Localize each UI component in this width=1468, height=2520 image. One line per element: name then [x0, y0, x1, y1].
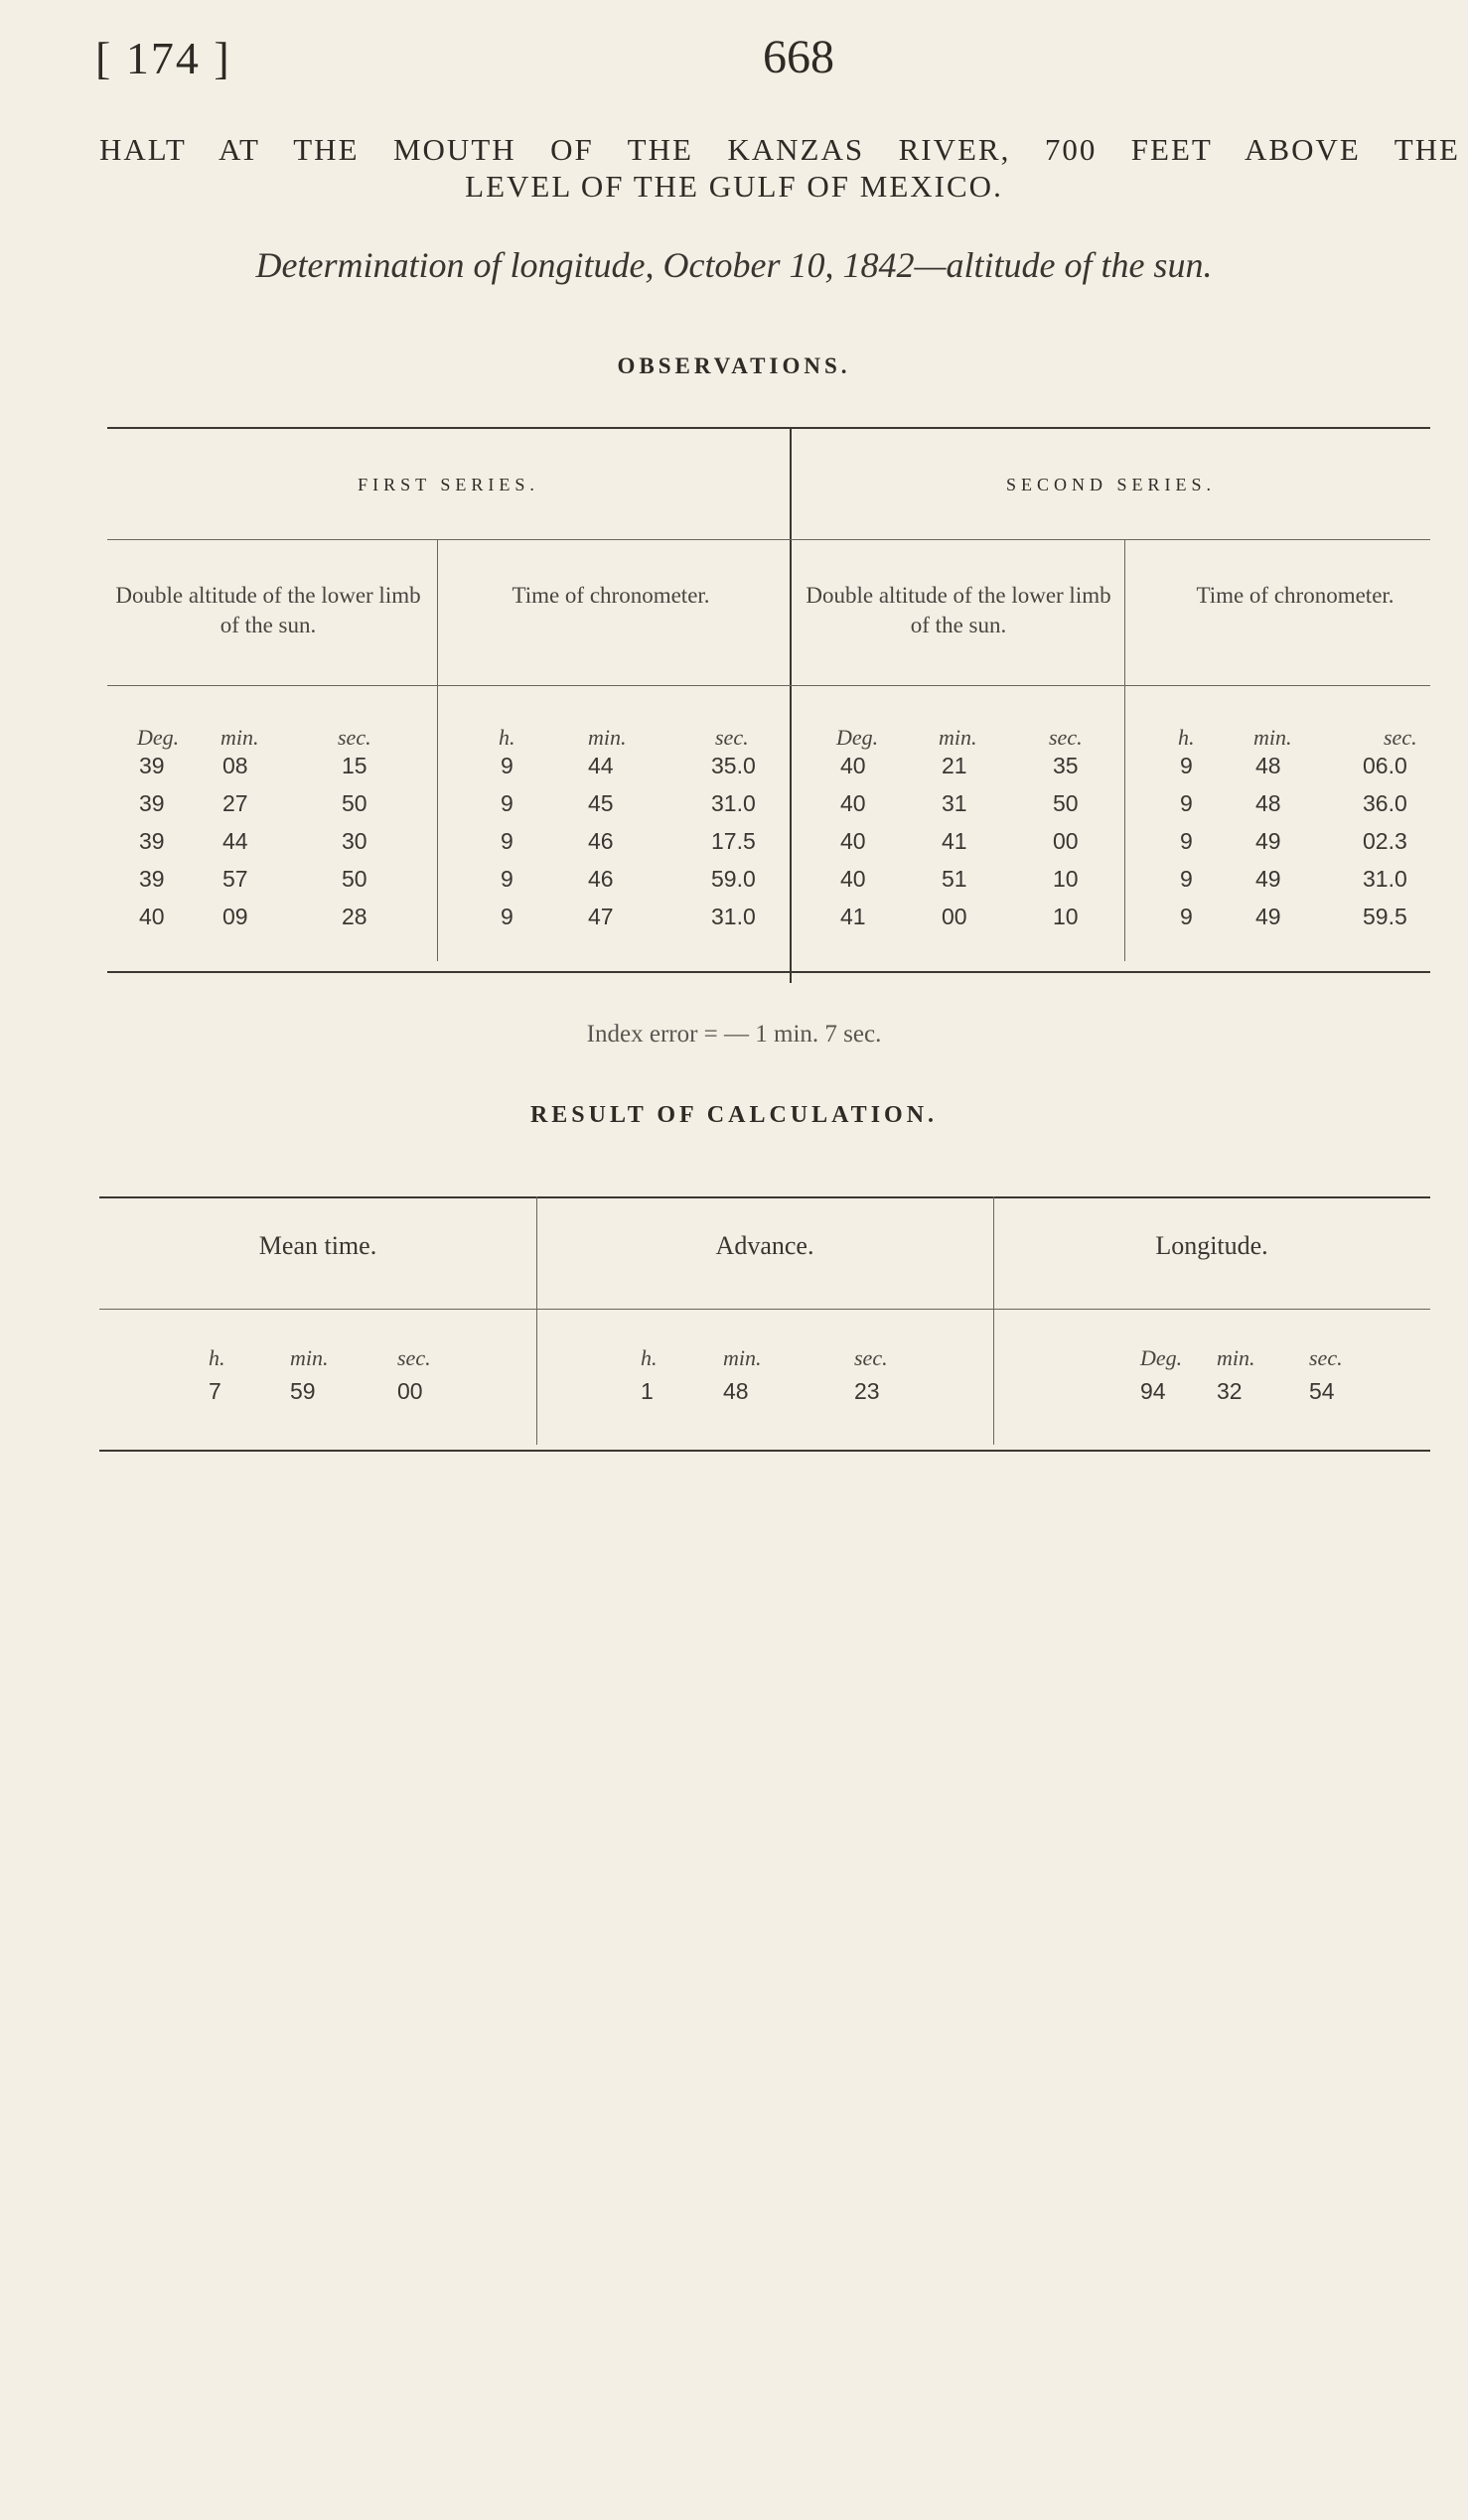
result-top-rule — [99, 1196, 1430, 1198]
first-altitude-row-1-min: 08 — [222, 753, 248, 778]
second-time-row-3-min: 49 — [1255, 828, 1281, 854]
second-alt-unit-sec: sec. — [1049, 725, 1083, 750]
first-altitude-row-5-deg: 40 — [139, 904, 165, 929]
result-longitude-value-2: 32 — [1217, 1378, 1243, 1404]
result-mean-time-unit-3: sec. — [397, 1345, 431, 1370]
first-altitude-row-3-min: 44 — [222, 828, 248, 854]
second-time-row-1-deg: 9 — [1180, 753, 1193, 778]
second-alt-unit-min: min. — [939, 725, 977, 750]
first-altitude-row-2-min: 27 — [222, 790, 248, 816]
first-time-unit-sec: sec. — [715, 725, 749, 750]
result-advance-unit-3: sec. — [854, 1345, 888, 1370]
column-header-rule — [107, 685, 1430, 686]
second-time-row-5-min: 49 — [1255, 904, 1281, 929]
page-number: 668 — [763, 31, 834, 83]
second-series-divider — [1124, 539, 1125, 961]
first-chronometer-header: Time of chronometer. — [512, 583, 710, 608]
result-header-rule — [99, 1309, 1430, 1310]
result-header-mean-time: Mean time. — [258, 1231, 377, 1260]
second-altitude-row-3-sec: 00 — [1053, 828, 1079, 854]
second-altitude-row-4-deg: 40 — [840, 866, 866, 892]
second-altitude-row-5-sec: 10 — [1053, 904, 1079, 929]
result-longitude-value-3: 54 — [1309, 1378, 1335, 1404]
first-time-row-3-min: 46 — [588, 828, 614, 854]
second-altitude-row-1-min: 21 — [942, 753, 967, 778]
second-time-unit-min: min. — [1253, 725, 1292, 750]
first-altitude-row-4-min: 57 — [222, 866, 248, 892]
second-altitude-row-4-min: 51 — [942, 866, 967, 892]
result-longitude-unit-1: Deg. — [1140, 1345, 1183, 1370]
second-time-row-5-sec: 59.5 — [1363, 904, 1407, 929]
second-altitude-row-3-min: 41 — [942, 828, 967, 854]
second-chronometer-header: Time of chronometer. — [1196, 583, 1395, 608]
second-altitude-row-5-min: 00 — [942, 904, 967, 929]
result-longitude-value-1: 94 — [1140, 1378, 1166, 1404]
first-time-row-3-deg: 9 — [501, 828, 514, 854]
table-top-rule — [107, 427, 1430, 429]
result-bottom-rule — [99, 1450, 1430, 1452]
first-altitude-row-4-deg: 39 — [139, 866, 165, 892]
first-altitude-row-1-deg: 39 — [139, 753, 165, 778]
subtitle: Determination of longitude, October 10, 1842—altitude of the sun. — [255, 245, 1213, 285]
second-altitude-header: Double altitude of the lower limb of the sun. — [806, 583, 1111, 637]
first-time-row-3-sec: 17.5 — [711, 828, 756, 854]
second-altitude-row-3-deg: 40 — [840, 828, 866, 854]
second-time-row-3-sec: 02.3 — [1363, 828, 1407, 854]
result-header-advance: Advance. — [715, 1231, 814, 1260]
first-time-row-1-deg: 9 — [501, 753, 514, 778]
first-series-label: FIRST SERIES. — [358, 475, 539, 494]
result-advance-unit-1: h. — [641, 1345, 658, 1370]
first-time-row-1-sec: 35.0 — [711, 753, 756, 778]
second-time-row-4-sec: 31.0 — [1363, 866, 1407, 892]
title-line-2: LEVEL OF THE GULF OF MEXICO. — [465, 169, 1003, 204]
second-time-row-2-deg: 9 — [1180, 790, 1193, 816]
first-time-unit-min: min. — [588, 725, 627, 750]
result-longitude-unit-3: sec. — [1309, 1345, 1343, 1370]
bracket-page-number: [ 174 ] — [95, 33, 231, 83]
first-altitude-row-3-sec: 30 — [342, 828, 367, 854]
first-altitude-row-5-min: 09 — [222, 904, 248, 929]
result-mean-time-value-3: 00 — [397, 1378, 423, 1404]
result-mean-time-value-2: 59 — [290, 1378, 316, 1404]
first-alt-unit-deg: Deg. — [137, 725, 180, 750]
second-altitude-row-4-sec: 10 — [1053, 866, 1079, 892]
second-altitude-row-1-sec: 35 — [1053, 753, 1079, 778]
second-time-row-2-sec: 36.0 — [1363, 790, 1407, 816]
first-altitude-header: Double altitude of the lower limb of the sun. — [115, 583, 421, 637]
result-advance-value-2: 48 — [723, 1378, 749, 1404]
second-series-label: SECOND SERIES. — [1005, 475, 1217, 494]
series-header-rule — [107, 539, 1430, 540]
first-time-row-5-min: 47 — [588, 904, 614, 929]
first-time-row-5-deg: 9 — [501, 904, 514, 929]
second-alt-unit-deg: Deg. — [836, 725, 879, 750]
second-time-row-2-min: 48 — [1255, 790, 1281, 816]
result-advance-value-1: 1 — [641, 1378, 654, 1404]
result-longitude-unit-2: min. — [1217, 1345, 1255, 1370]
second-altitude-row-5-deg: 41 — [840, 904, 866, 929]
first-altitude-row-1-sec: 15 — [342, 753, 367, 778]
first-time-row-2-min: 45 — [588, 790, 614, 816]
second-altitude-row-2-deg: 40 — [840, 790, 866, 816]
first-time-row-4-min: 46 — [588, 866, 614, 892]
second-time-row-1-min: 48 — [1255, 753, 1281, 778]
first-time-row-4-sec: 59.0 — [711, 866, 756, 892]
first-time-row-1-min: 44 — [588, 753, 614, 778]
title-line-1: HALT AT THE MOUTH OF THE KANZAS RIVER, 700 FEET ABOVE THE — [99, 132, 1460, 167]
second-time-unit-h: h. — [1178, 725, 1195, 750]
second-time-row-3-deg: 9 — [1180, 828, 1193, 854]
first-time-row-2-deg: 9 — [501, 790, 514, 816]
first-time-row-5-sec: 31.0 — [711, 904, 756, 929]
second-time-row-4-min: 49 — [1255, 866, 1281, 892]
first-time-row-4-deg: 9 — [501, 866, 514, 892]
second-time-row-1-sec: 06.0 — [1363, 753, 1407, 778]
observations-heading: OBSERVATIONS. — [617, 353, 851, 378]
result-advance-unit-2: min. — [723, 1345, 762, 1370]
index-error: Index error = — 1 min. 7 sec. — [586, 1021, 882, 1048]
first-altitude-row-2-sec: 50 — [342, 790, 367, 816]
result-advance-value-3: 23 — [854, 1378, 880, 1404]
first-time-row-2-sec: 31.0 — [711, 790, 756, 816]
table-bottom-rule — [107, 971, 1430, 973]
first-altitude-row-4-sec: 50 — [342, 866, 367, 892]
second-altitude-row-2-sec: 50 — [1053, 790, 1079, 816]
result-mean-time-value-1: 7 — [209, 1378, 221, 1404]
series-divider — [790, 427, 792, 983]
result-mean-time-unit-1: h. — [209, 1345, 225, 1370]
second-time-row-4-deg: 9 — [1180, 866, 1193, 892]
first-altitude-row-5-sec: 28 — [342, 904, 367, 929]
result-header-longitude: Longitude. — [1155, 1231, 1268, 1260]
result-mean-time-unit-2: min. — [290, 1345, 329, 1370]
first-alt-unit-sec: sec. — [338, 725, 371, 750]
second-altitude-row-1-deg: 40 — [840, 753, 866, 778]
first-altitude-row-2-deg: 39 — [139, 790, 165, 816]
first-time-unit-h: h. — [499, 725, 515, 750]
second-altitude-row-2-min: 31 — [942, 790, 967, 816]
first-alt-unit-min: min. — [220, 725, 259, 750]
second-time-unit-sec: sec. — [1384, 725, 1417, 750]
first-altitude-row-3-deg: 39 — [139, 828, 165, 854]
result-heading: RESULT OF CALCULATION. — [529, 1102, 939, 1128]
second-time-row-5-deg: 9 — [1180, 904, 1193, 929]
